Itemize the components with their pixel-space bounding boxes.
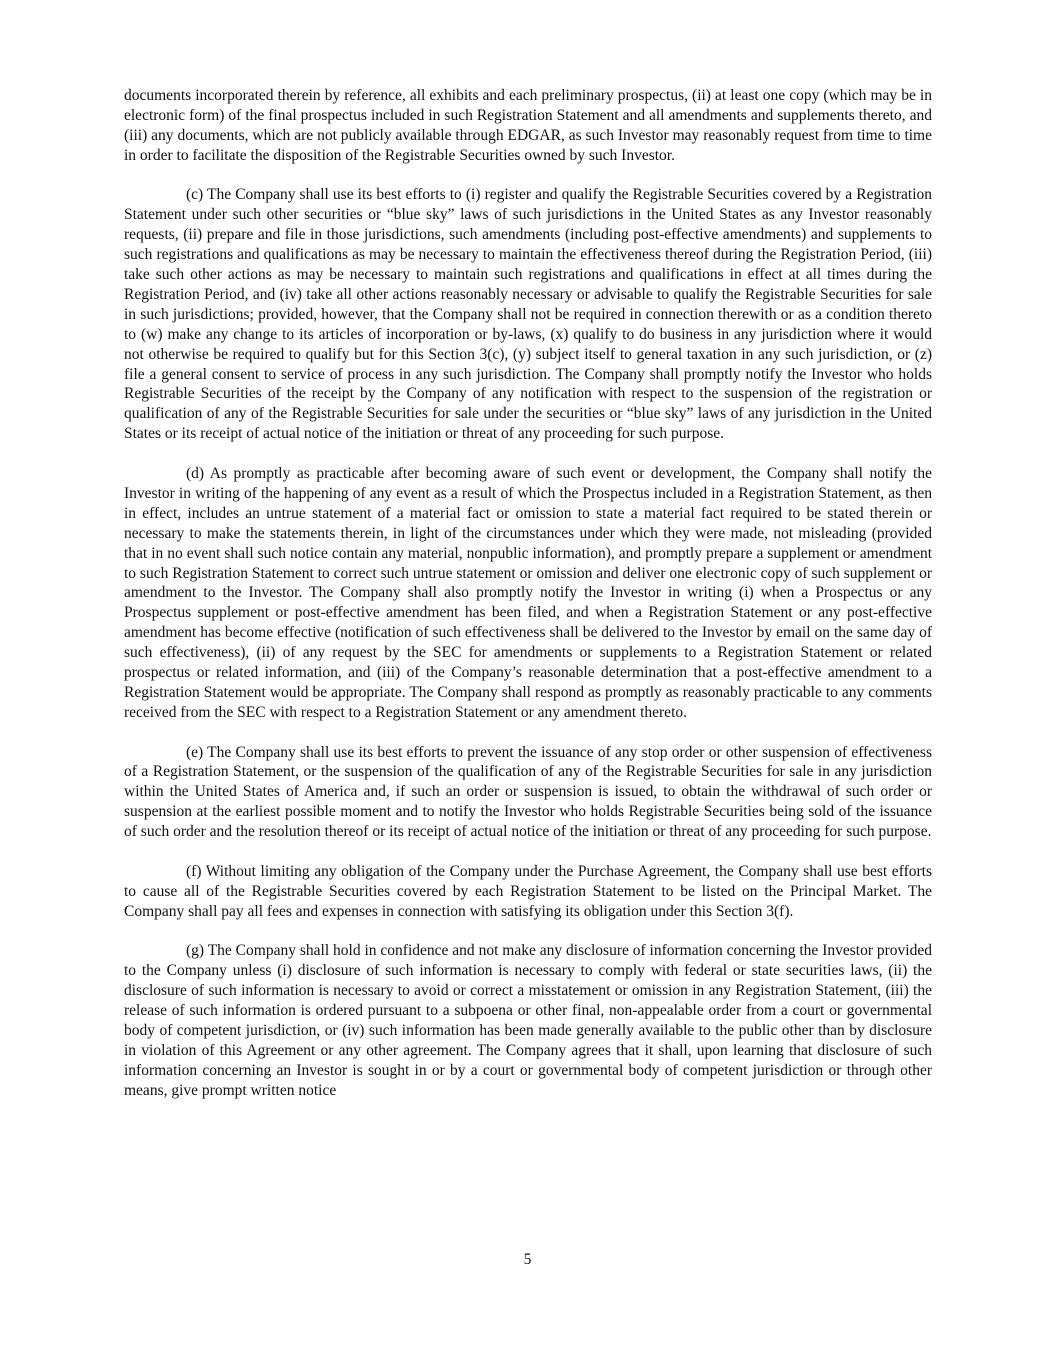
paragraph-section-3c: (c) The Company shall use its best efforts to (i) register and qualify the Registrable Securities covered by a Registration Statement under such other securities or “blue sky” laws of such jurisdictions in the United States as any Investor reasonably requests, (ii) prepare and file in those jurisdictions, such amendments (including post-effective amendments) and supplements to such registrations and qualifications as may be necessary to maintain the effectiveness thereof during the Registration Period, (iii) take such other actions as may be necessary to maintain such registrations and qualifications in effect at all times during the Registration Period, and (iv) take all other actions reasonably necessary or advisable to qualify the Registrable Securities for sale in such jurisdictions; provided, however, that the Company shall not be required in connection therewith or as a condition thereto to (w) make any change to its articles of incorporation or by-laws, (x) qualify to do business in any jurisdiction where it would not otherwise be required to qualify but for this Section 3(c), (y) subject itself to general taxation in any such jurisdiction, or (z) file a general consent to service of process in any such jurisdiction. The Company shall promptly notify the Investor who holds Registrable Securities of the receipt by the Company of any notification with respect to the suspension of the registration or qualification of any of the Registrable Securities for sale under the securities or “blue sky” laws of any jurisdiction in the United States or its receipt of actual notice of the initiation or threat of any proceeding for such purpose. xyxy=(124,186,932,443)
paragraph-section-3g: (g) The Company shall hold in confidence and not make any disclosure of information concerning the Investor provided to the Company unless (i) disclosure of such information is necessary to comply with federal or state securities laws, (ii) the disclosure of such information is necessary to avoid or correct a misstatement or omission in any Registration Statement, (iii) the release of such information is ordered pursuant to a subpoena or other final, non-appealable order from a court or governmental body of competent jurisdiction, or (iv) such information has been made generally available to the public other than by disclosure in violation of this Agreement or any other agreement. The Company agrees that it shall, upon learning that disclosure of such information concerning an Investor is sought in or by a court or governmental body of competent jurisdiction or through other means, give prompt written notice xyxy=(124,942,932,1099)
paragraph-section-3f: (f) Without limiting any obligation of the Company under the Purchase Agreement, the Company shall use best efforts to cause all of the Registrable Securities covered by each Registration Statement to be listed on the Principal Market. The Company shall pay all fees and expenses in connection with satisfying its obligation under this Section 3(f). xyxy=(124,862,932,920)
paragraph-section-3e: (e) The Company shall use its best efforts to prevent the issuance of any stop order or other suspension of effectiveness of a Registration Statement, or the suspension of the qualification of any of the Registrable Securities for sale in any jurisdiction within the United States of America and, if such an order or suspension is issued, to obtain the withdrawal of such order or suspension at the earliest possible moment and to notify the Investor who holds Registrable Securities being sold of the issuance of such order and the resolution thereof or its receipt of actual notice of the initiation or threat of any proceeding for such purpose. xyxy=(124,743,932,841)
page-number: 5 xyxy=(523,1251,532,1268)
document-page xyxy=(124,86,932,1120)
paragraph-section-3d: (d) As promptly as practicable after becoming aware of such event or development, the Company shall notify the Investor in writing of the happening of any event as a result of which the Prospectus included in a Registration Statement, as then in effect, includes an untrue statement of a material fact or omission to state a material fact required to be stated therein or necessary to make the statements therein, in light of the circumstances under which they were made, not misleading (provided that in no event shall such notice contain any material, nonpublic information), and promptly prepare a supplement or amendment to such Registration Statement to correct such untrue statement or omission and deliver one electronic copy of such supplement or amendment to the Investor. The Company shall also promptly notify the Investor in writing (i) when a Prospectus or any Prospectus supplement or post-effective amendment has been filed, and when a Registration Statement or any post-effective amendment has become effective (notification of such effectiveness shall be delivered to the Investor by email on the same day of such effectiveness), (ii) of any request by the SEC for amendments or supplements to a Registration Statement or related prospectus or related information, and (iii) of the Company’s reasonable determination that a post-effective amendment to a Registration Statement would be appropriate. The Company shall respond as promptly as reasonably practicable to any comments received from the SEC with respect to a Registration Statement or any amendment thereto. xyxy=(124,465,932,721)
paragraph-continuation: documents incorporated therein by reference, all exhibits and each preliminary prospectus, (ii) at least one copy (which may be in electronic form) of the final prospectus included in such Registration Statement and all amendments and supplements thereto, and (iii) any documents, which are not publicly available through EDGAR, as such Investor may reasonably request from time to time in order to facilitate the disposition of the Registrable Securities owned by such Investor. xyxy=(124,87,932,164)
